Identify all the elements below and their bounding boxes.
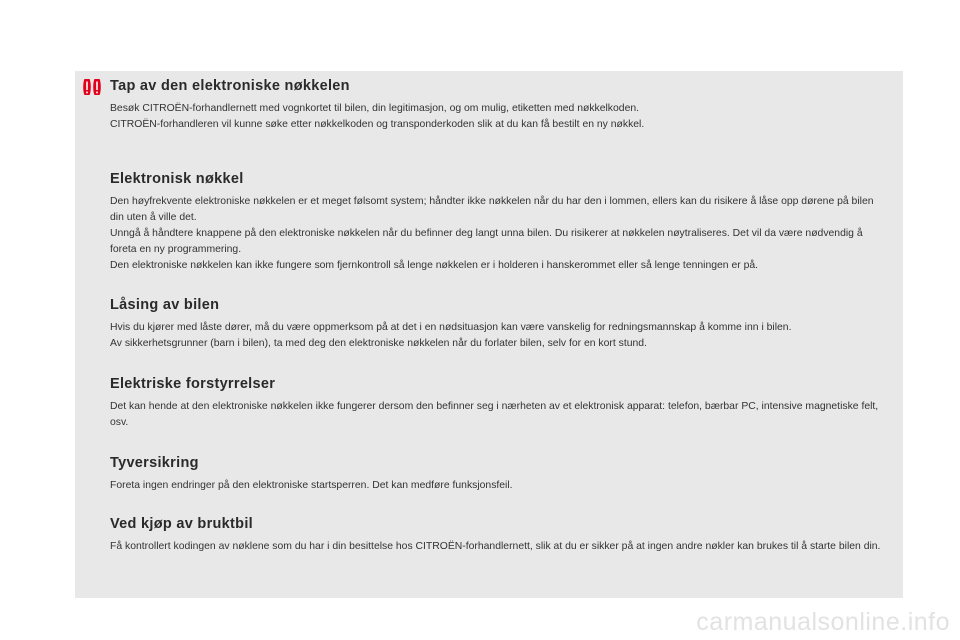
paragraph: Foreta ingen endringer på den elektroniske startsperren. Det kan medføre funksjonsfeil.	[110, 480, 513, 491]
paragraph: Unngå å håndtere knappene på den elektroniske nøkkelen når du befinner deg langt unna bilen. Du risikerer at nøkkelen nøytraliseres. Det vil da være nødvendig å foreta en ny programmering.	[110, 228, 863, 255]
warning-exclamation-icon	[82, 78, 102, 98]
section-heading: Låsing av bilen	[110, 297, 220, 313]
section-heading: Elektronisk nøkkel	[110, 171, 244, 187]
paragraph: Det kan hende at den elektroniske nøkkelen ikke fungerer dersom den befinner seg i nærheten av et elektronisk apparat: telefon, bærbar PC, intensive magnetiske felt, osv.	[110, 401, 879, 428]
section-heading: Elektriske forstyrrelser	[110, 376, 276, 392]
section-used-car	[110, 516, 890, 555]
section-lost-key	[110, 78, 890, 133]
paragraph: Den elektroniske nøkkelen kan ikke fungere som fjernkontroll så lenge nøkkelen er i holderen i hanskerommet eller så lenge tenningen er på.	[110, 260, 759, 271]
section-interference	[110, 376, 890, 431]
paragraph: CITROËN-forhandleren vil kunne søke etter nøkkelkoden og transponderkoden slik at du kan få bestilt en ny nøkkel.	[110, 119, 645, 130]
paragraph: Besøk CITROËN-forhandlernett med vognkortet til bilen, din legitimasjon, og om mulig, etiketten med nøkkelkoden.	[110, 103, 640, 114]
section-heading: Tap av den elektroniske nøkkelen	[110, 78, 350, 94]
section-immobiliser	[110, 455, 890, 494]
section-heading: Tyversikring	[110, 455, 199, 471]
paragraph: Av sikkerhetsgrunner (barn i bilen), ta med deg den elektroniske nøkkelen når du forlater bilen, selv for en kort stund.	[110, 338, 647, 349]
section-electronic-key	[110, 171, 890, 274]
section-locking	[110, 297, 890, 352]
paragraph: Den høyfrekvente elektroniske nøkkelen er et meget følsomt system; håndter ikke nøkkelen når du har den i lommen, ellers kan du risikere å låse opp dørene på bilen din uten å ville det.	[110, 196, 874, 223]
watermark: carmanualsonline.info	[696, 608, 950, 636]
section-heading: Ved kjøp av bruktbil	[110, 516, 253, 532]
paragraph: Få kontrollert kodingen av nøklene som du har i din besittelse hos CITROËN-forhandlernett, slik at du er sikker på at ingen andre nøkler kan brukes til å starte bilen din.	[110, 541, 881, 552]
paragraph: Hvis du kjører med låste dører, må du være oppmerksom på at det i en nødsituasjon kan være vanskelig for redningsmannskap å komme inn i bilen.	[110, 322, 792, 333]
